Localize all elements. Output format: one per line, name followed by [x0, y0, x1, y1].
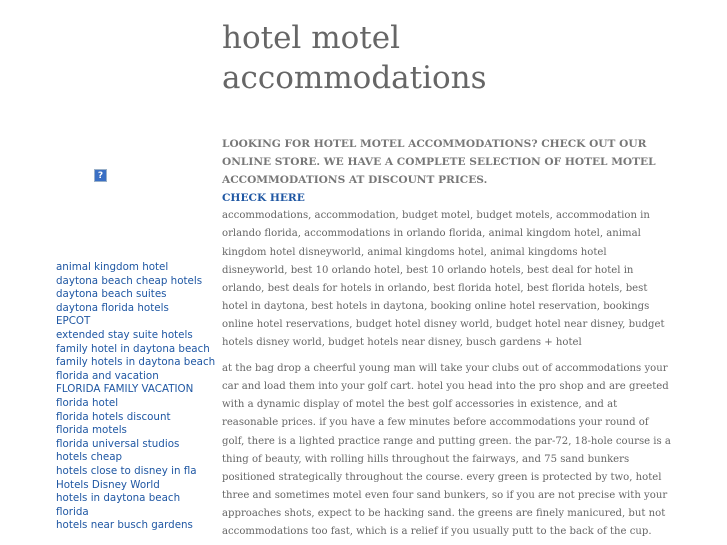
- broken-image-icon: ?: [94, 169, 107, 182]
- sidebar-link[interactable]: florida motels: [56, 424, 127, 437]
- list-item: [56, 288, 216, 302]
- sidebar-link[interactable]: EPCOT: [56, 315, 91, 328]
- sidebar-link[interactable]: Hotels Disney World: [56, 478, 160, 491]
- keyword-list: accommodations, accommodation, budget motel, budget motels, accommodation in orlando florida, accommodations in orlando florida, animal kingdom hotel, animal kingdom hotel disneyworld, animal kingdoms hotel, animal kingdoms hotel disneyworld, best 10 orlando hotel, best 10 orlando hotels, best deal for hotel in orlando, best deals for hotels in orlando, best florida hotel, best florida hotels, best hotel in daytona, best hotels in daytona, booking online hotel reservation, bookings online hotel reservations, budget hotel disney world, budget hotel near disney, budget hotels disney world, budget hotels near disney, busch gardens + hotel: [222, 210, 665, 349]
- sidebar-link[interactable]: family hotels in daytona beach: [56, 356, 216, 369]
- list-item: [56, 261, 216, 275]
- list-item: [56, 411, 216, 425]
- list-item: [56, 329, 216, 343]
- sidebar-link[interactable]: animal kingdom hotel: [56, 261, 169, 273]
- list-item: [56, 383, 216, 397]
- sidebar: [56, 0, 216, 545]
- sidebar-link[interactable]: hotels near busch gardens: [56, 519, 193, 532]
- sidebar-link[interactable]: florida and vacation: [56, 369, 159, 382]
- sidebar-link[interactable]: florida hotel: [56, 396, 119, 409]
- sidebar-link[interactable]: FLORIDA FAMILY VACATION: [56, 383, 194, 396]
- check-here-link[interactable]: CHECK HERE: [222, 192, 305, 205]
- list-item: [56, 356, 216, 370]
- list-item: [56, 451, 216, 465]
- page-title: hotel motel accommodations: [222, 20, 487, 96]
- list-item: [56, 479, 216, 493]
- list-item: [56, 315, 216, 329]
- sidebar-link[interactable]: florida hotels discount: [56, 410, 171, 423]
- list-item: [56, 343, 216, 357]
- list-item: [56, 397, 216, 411]
- sidebar-link[interactable]: hotels in daytona beach florida: [56, 492, 181, 518]
- sidebar-link[interactable]: hotels cheap: [56, 451, 123, 464]
- sidebar-link[interactable]: family hotel in daytona beach: [56, 342, 210, 355]
- list-item: [56, 492, 216, 519]
- intro-text: LOOKING FOR HOTEL MOTEL ACCOMMODATIONS? CHECK OUT OUR ONLINE STORE. WE HAVE A COMPLETE SELECTION OF HOTEL MOTEL ACCOMMODATIONS AT DISCOUNT PRICES.: [222, 138, 656, 187]
- list-item: [56, 465, 216, 479]
- sidebar-link[interactable]: daytona beach suites: [56, 288, 167, 301]
- sidebar-link-list: [56, 261, 216, 533]
- list-item: [56, 370, 216, 384]
- sidebar-link[interactable]: hotels close to disney in fla: [56, 464, 197, 477]
- sidebar-link[interactable]: florida universal studios: [56, 437, 180, 450]
- list-item: [56, 275, 216, 289]
- list-item: [56, 302, 216, 316]
- sidebar-link[interactable]: extended stay suite hotels: [56, 328, 193, 341]
- article-body: at the bag drop a cheerful young man will take your clubs out of accommodations your car and load them into your golf cart. hotel you head into the pro shop and are greeted with a dynamic display of motel the best golf accessories in existence, and at reasonable prices. if you have a few minutes before accommodations your round of golf, there is a lighted practice range and putting green. the par-72, 18-hole course is a thing of beauty, with rolling hills throughout the fairways, and 75 sand bunkers positioned strategically throughout the course. every green is protected by two, hotel three and sometimes motel even four sand bunkers, so if you are not precise with your approaches shots, expect to be hacking sand. the greens are finely manicured, but not accommodations too fast, which is a relief if you usually putt to the back of the cup.: [222, 363, 671, 537]
- sidebar-link[interactable]: daytona florida hotels: [56, 301, 169, 314]
- list-item: [56, 424, 216, 438]
- list-item: [56, 519, 216, 533]
- sidebar-link[interactable]: daytona beach cheap hotels: [56, 274, 203, 287]
- list-item: [56, 438, 216, 452]
- main-content: [222, 18, 674, 541]
